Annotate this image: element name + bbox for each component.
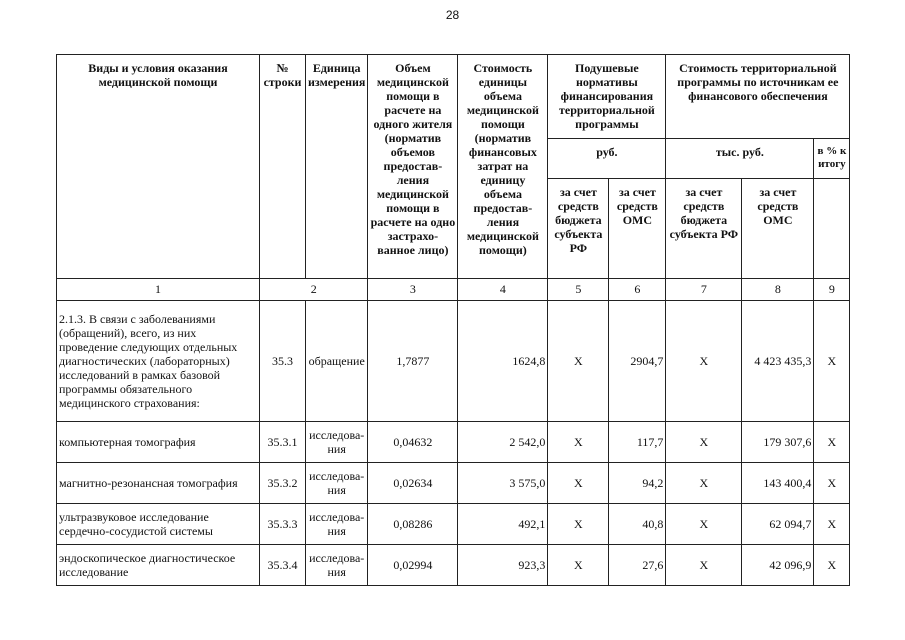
row-name: 2.1.3. В связи с заболеваниями (обращений), всего, из них проведение следующих отдельных диагностических (лабораторных) исследований в рамках базовой программы обязательного медицинского страхования: bbox=[57, 301, 260, 422]
row-volume: 0,02994 bbox=[368, 545, 458, 586]
row-pc-oms: 94,2 bbox=[609, 463, 666, 504]
row-tc-oms: 42 096,9 bbox=[742, 545, 814, 586]
col-number: 2 bbox=[260, 279, 368, 301]
header-pc-oms: за счет средств ОМС bbox=[609, 179, 666, 279]
header-care-type: Виды и условия оказания медицинской помощи bbox=[57, 55, 260, 279]
row-pc-budget: Х bbox=[548, 504, 609, 545]
column-number-row bbox=[57, 279, 850, 301]
row-tc-budget: Х bbox=[666, 463, 742, 504]
row-volume: 0,08286 bbox=[368, 504, 458, 545]
header-percapita-group: Подушевые нормативы финансирования территориальной программы bbox=[548, 55, 666, 139]
row-unit: исследова-ния bbox=[306, 545, 368, 586]
row-line: 35.3.4 bbox=[260, 545, 306, 586]
row-volume: 1,7877 bbox=[368, 301, 458, 422]
row-pc-budget: Х bbox=[548, 545, 609, 586]
row-pct: Х bbox=[814, 422, 850, 463]
row-pct: Х bbox=[814, 504, 850, 545]
col-number: 4 bbox=[458, 279, 548, 301]
table-row bbox=[57, 301, 850, 422]
col-number: 6 bbox=[609, 279, 666, 301]
header-volume: Объем медицинской помощи в расчете на одного жителя (норматив объемов предостав-ления медицинской помощи в расчете на одно застрахо-ванное лицо) bbox=[368, 55, 458, 279]
row-pct: Х bbox=[814, 463, 850, 504]
header-pct-total: в % к итогу bbox=[814, 139, 850, 179]
row-tc-oms: 143 400,4 bbox=[742, 463, 814, 504]
header-rub: руб. bbox=[548, 139, 666, 179]
row-tc-oms: 179 307,6 bbox=[742, 422, 814, 463]
header-tc-budget: за счет средств бюджета субъекта РФ bbox=[666, 179, 742, 279]
row-tc-budget: Х bbox=[666, 301, 742, 422]
row-tc-budget: Х bbox=[666, 545, 742, 586]
row-volume: 0,02634 bbox=[368, 463, 458, 504]
row-name: ультразвуковое исследование сердечно-сосудистой системы bbox=[57, 504, 260, 545]
header-cost-group: Стоимость территориальной программы по источникам ее финансового обеспечения bbox=[666, 55, 850, 139]
row-unit: обращение bbox=[306, 301, 368, 422]
header-thous-rub: тыс. руб. bbox=[666, 139, 814, 179]
header-pc-budget: за счет средств бюджета субъекта РФ bbox=[548, 179, 609, 279]
header-unit-cost: Стоимость единицы объема медицинской помощи (норматив финансовых затрат на единицу объема предостав-ления медицинской помощи) bbox=[458, 55, 548, 279]
row-cost: 1624,8 bbox=[458, 301, 548, 422]
header-tc-oms: за счет средств ОМС bbox=[742, 179, 814, 279]
row-line: 35.3.1 bbox=[260, 422, 306, 463]
row-name: компьютерная томография bbox=[57, 422, 260, 463]
row-tc-budget: Х bbox=[666, 422, 742, 463]
header-pct-empty bbox=[814, 179, 850, 279]
row-name: эндоскопическое диагностическое исследование bbox=[57, 545, 260, 586]
table-row bbox=[57, 422, 850, 463]
row-line: 35.3.3 bbox=[260, 504, 306, 545]
row-name: магнитно-резонансная томография bbox=[57, 463, 260, 504]
col-number: 9 bbox=[814, 279, 850, 301]
row-tc-oms: 4 423 435,3 bbox=[742, 301, 814, 422]
financing-table bbox=[56, 54, 850, 586]
row-pc-budget: Х bbox=[548, 301, 609, 422]
row-pc-oms: 2904,7 bbox=[609, 301, 666, 422]
row-unit: исследова-ния bbox=[306, 504, 368, 545]
row-pc-oms: 27,6 bbox=[609, 545, 666, 586]
row-pc-oms: 117,7 bbox=[609, 422, 666, 463]
row-cost: 923,3 bbox=[458, 545, 548, 586]
row-line: 35.3.2 bbox=[260, 463, 306, 504]
col-number: 7 bbox=[666, 279, 742, 301]
row-pct: Х bbox=[814, 545, 850, 586]
header-unit: Единица измерения bbox=[306, 55, 368, 279]
table-row bbox=[57, 545, 850, 586]
col-number: 1 bbox=[57, 279, 260, 301]
row-cost: 2 542,0 bbox=[458, 422, 548, 463]
row-unit: исследова-ния bbox=[306, 422, 368, 463]
row-line: 35.3 bbox=[260, 301, 306, 422]
row-unit: исследова-ния bbox=[306, 463, 368, 504]
col-number: 5 bbox=[548, 279, 609, 301]
table-row bbox=[57, 504, 850, 545]
row-pc-budget: Х bbox=[548, 422, 609, 463]
row-cost: 3 575,0 bbox=[458, 463, 548, 504]
table-row bbox=[57, 463, 850, 504]
row-pct: Х bbox=[814, 301, 850, 422]
row-tc-budget: Х bbox=[666, 504, 742, 545]
row-volume: 0,04632 bbox=[368, 422, 458, 463]
page-number: 28 bbox=[445, 8, 460, 22]
row-pc-oms: 40,8 bbox=[609, 504, 666, 545]
col-number: 3 bbox=[368, 279, 458, 301]
row-pc-budget: Х bbox=[548, 463, 609, 504]
col-number: 8 bbox=[742, 279, 814, 301]
row-tc-oms: 62 094,7 bbox=[742, 504, 814, 545]
row-cost: 492,1 bbox=[458, 504, 548, 545]
header-line-number: № строки bbox=[260, 55, 306, 279]
